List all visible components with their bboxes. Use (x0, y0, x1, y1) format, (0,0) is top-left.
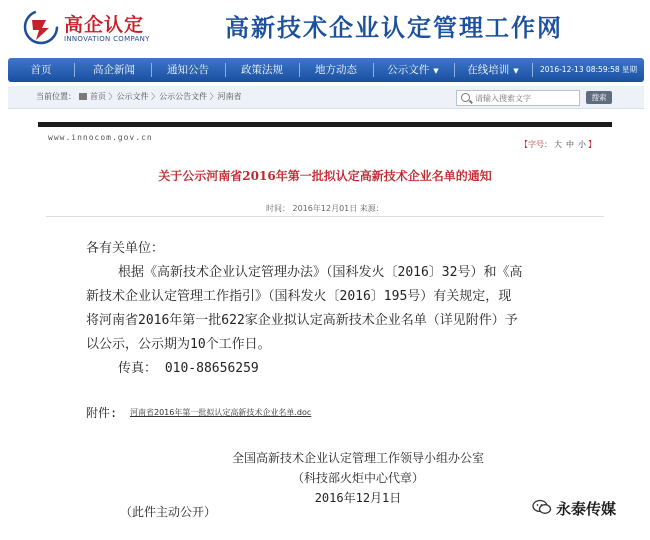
watermark (532, 497, 650, 519)
paragraph-line: 将河南省2016年第一批622家企业拟认定高新技术企业名单（详见附件）予 (86, 313, 518, 328)
breadcrumb-separator-icon: 〉 (108, 92, 117, 101)
font-size-label: 【字号： (520, 140, 552, 149)
breadcrumb-bar (8, 86, 644, 109)
public-note: （此件主动公开） (120, 505, 217, 519)
search-box (456, 90, 580, 106)
nav-item-home[interactable]: 首页 (30, 64, 52, 76)
nav-item-news[interactable]: 高企新闻 (93, 64, 135, 76)
logo-subtext: INNOVATION COMPANY (64, 35, 150, 43)
nav-item-local[interactable]: 地方动态 (315, 64, 357, 76)
nav-divider (532, 63, 533, 77)
nav-divider (151, 63, 152, 77)
signature-sub: （科技部火炬中心代章） (291, 471, 424, 485)
font-size-small[interactable]: 小 (578, 140, 586, 149)
signature-date: 2016年12月1日 (314, 491, 402, 505)
breadcrumb-item-announcements[interactable]: 公示公告文件 (159, 92, 208, 101)
site-logo[interactable] (22, 8, 152, 52)
article-meta: 时间： 2016年12月01日 来源： (266, 204, 384, 213)
breadcrumb-prefix: 当前位置： (36, 92, 76, 101)
font-size-switcher (520, 139, 596, 150)
logo-mark-icon (22, 8, 60, 46)
search-icon (461, 93, 470, 102)
site-title: 高新技术企业认定管理工作网 (225, 13, 563, 42)
breadcrumb-item-public-files[interactable]: 公示文件 (116, 92, 149, 101)
nav-divider (225, 63, 226, 77)
watermark-text: 永泰传媒 (556, 500, 617, 518)
signature-org: 全国高新技术企业认定管理工作领导小组办公室 (231, 451, 484, 465)
paragraph-line: 根据《高新技术企业认定管理办法》（国科发火〔2016〕32号）和《高 (118, 265, 523, 280)
paragraph-line: 新技术企业认定管理工作指引》（国科发火〔2016〕195号）有关规定，现 (86, 289, 512, 304)
font-size-large[interactable]: 大 (554, 140, 562, 149)
breadcrumb (36, 86, 242, 108)
salutation: 各有关单位： (86, 241, 165, 256)
chevron-down-icon: ▼ (513, 67, 519, 75)
nav-item-training[interactable]: 在线培训 ▼ (467, 64, 519, 76)
breadcrumb-item-home[interactable]: 首页 (90, 92, 106, 101)
nav-item-policies[interactable]: 政策法规 (241, 64, 283, 76)
breadcrumb-item-henan[interactable]: 河南省 (217, 92, 242, 101)
nav-datetime: 2016-12-13 08:59:58 星期 (540, 65, 638, 74)
breadcrumb-separator-icon: 〉 (209, 92, 218, 101)
breadcrumb-separator-icon: 〉 (151, 92, 160, 101)
site-header (0, 0, 650, 58)
article-title: 关于公示河南省2016年第一批拟认定高新技术企业名单的通知 (158, 169, 492, 183)
fax-number: 传真： 010-88656259 (118, 361, 259, 376)
attachment-link[interactable]: 河南省2016年第一批拟认定高新技术企业名单.doc (130, 408, 312, 417)
search-button[interactable]: 搜索 (586, 91, 612, 104)
nav-divider (299, 63, 300, 77)
wechat-icon (532, 499, 552, 515)
nav-divider (373, 63, 374, 77)
attachment-label: 附件: (86, 406, 118, 420)
nav-item-public-files[interactable]: 公示文件 ▼ (387, 64, 439, 76)
site-domain: www.innocom.gov.cn (48, 133, 153, 142)
article-panel (38, 122, 612, 540)
logo-text: 高企认定 (64, 14, 145, 36)
main-nav (8, 58, 644, 82)
nav-divider (74, 63, 75, 77)
search-input[interactable] (475, 91, 575, 105)
divider (46, 216, 604, 217)
home-icon (79, 93, 87, 100)
chevron-down-icon: ▼ (433, 67, 439, 75)
paragraph-line: 以公示，公示期为10个工作日。 (86, 337, 271, 352)
nav-item-notices[interactable]: 通知公告 (167, 64, 209, 76)
font-size-close: 】 (588, 140, 596, 149)
nav-divider (454, 63, 455, 77)
font-size-medium[interactable]: 中 (566, 140, 574, 149)
